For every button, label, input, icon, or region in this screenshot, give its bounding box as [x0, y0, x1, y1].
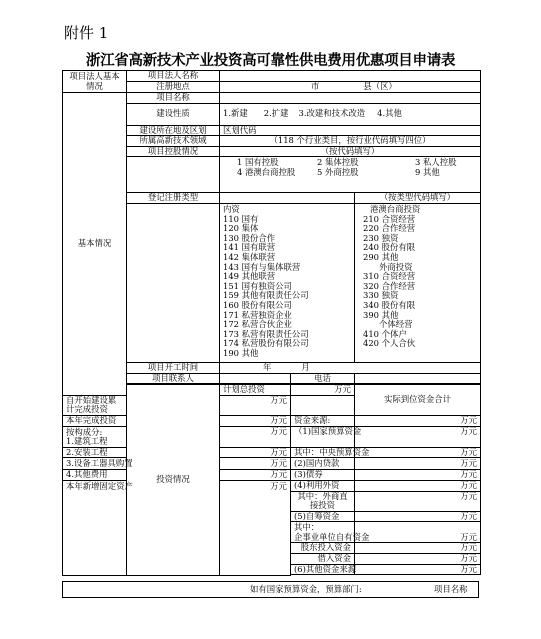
total-plan-label: 计划总投资 — [220, 385, 291, 396]
reg-blank — [220, 193, 355, 204]
composition-label: 按构成分: — [66, 426, 103, 437]
application-form-table — [62, 70, 481, 576]
row-install — [63, 447, 481, 458]
state-budget-label: （1)国家预算资金 — [291, 426, 355, 447]
row-fixed-asset — [63, 480, 481, 491]
state-budget-unit[interactable]: 万元 — [355, 426, 481, 447]
other-source-unit[interactable]: 万元 — [355, 564, 481, 575]
reg-type-item: 151 国有独资公司 — [223, 280, 292, 291]
reg-type-item: 210 合资经营 — [363, 213, 416, 224]
contact-field[interactable] — [220, 373, 291, 384]
install-label: 2.安装工程 — [63, 447, 127, 458]
bonds-unit[interactable]: 万元 — [355, 470, 481, 481]
footer-right-border — [478, 581, 479, 597]
self-raise-unit[interactable]: 万元 — [355, 511, 481, 522]
hkmt-title: 港澳台商投资 — [370, 203, 421, 214]
nature-option-new[interactable]: 1.新建 — [223, 108, 248, 119]
footer-left-border — [62, 581, 63, 597]
other-source-label: (6)其他资金来源 — [291, 564, 355, 575]
reg-type-item: 141 国有联营 — [223, 242, 276, 253]
reg-type-item: 173 私营有限责任公司 — [223, 328, 309, 339]
phone-label: 电话 — [291, 373, 355, 384]
reg-type-item: 240 股份有限 — [363, 242, 416, 253]
holding-other[interactable]: 9 其他 — [415, 166, 440, 177]
total-plan-unit[interactable]: 万元 — [291, 385, 355, 396]
nature-option-other[interactable]: 4.其他 — [377, 108, 402, 119]
fund-source-label: 资金来源: — [291, 415, 355, 426]
row-legal-name — [63, 71, 481, 82]
year-done-label: 本年完成投资 — [63, 415, 127, 426]
holding-state[interactable]: 1 国有控股 — [237, 157, 279, 168]
among-label: 其中： — [294, 522, 320, 533]
enterprise-own-unit[interactable]: 万元 — [355, 522, 481, 543]
borrowed-unit[interactable]: 万元 — [355, 554, 481, 565]
reg-type-item: 330 独资 — [363, 290, 399, 301]
footer-budget-dept-label: 如有国家预算资金，预算部门: — [250, 584, 362, 594]
location-code-field[interactable]: 区划代码 — [220, 125, 481, 136]
foreign-use-unit[interactable]: 万元 — [355, 480, 481, 491]
row-project-name — [63, 93, 481, 104]
section-investment: 投资情况 — [127, 385, 220, 576]
build-unit[interactable]: 万元 — [220, 426, 291, 447]
holding-label: 项目控股情况 — [127, 146, 220, 157]
holding-private[interactable]: 3 私人控股 — [415, 157, 457, 168]
nature-options[interactable] — [220, 103, 481, 125]
row-year-done — [63, 415, 481, 426]
footer-note-row — [62, 581, 478, 594]
field-label: 所属高新技术领域 — [127, 136, 220, 147]
holding-hkmt[interactable]: 4 港澳台商控股 — [237, 166, 296, 177]
legal-name-label: 项目法人名称 — [127, 71, 220, 82]
foreign-title: 外商投资 — [379, 261, 413, 272]
holding-foreign[interactable]: 5 外商控股 — [317, 166, 359, 177]
row-composition — [63, 426, 481, 447]
county-label: 县（区） — [363, 81, 397, 92]
legal-name-field[interactable] — [220, 71, 481, 82]
domestic-list — [220, 203, 355, 362]
reg-type-item: 149 其他联营 — [223, 271, 276, 282]
domestic-loan-label: (2)国内贷款 — [291, 458, 355, 470]
annex-label: 附件 1 — [64, 24, 109, 42]
reg-note: （按类型代码填写） — [355, 193, 481, 204]
contact-label: 项目联系人 — [127, 373, 220, 384]
holding-blank — [127, 157, 220, 193]
legal-address-field[interactable] — [220, 82, 481, 93]
enterprise-own-cell — [291, 522, 370, 543]
start-year-label: 年 — [263, 361, 272, 372]
domestic-loan-unit[interactable]: 万元 — [355, 458, 481, 470]
reg-type-item: 172 私营合伙企业 — [223, 319, 292, 330]
location-label: 建设所在地及区划 — [127, 125, 220, 136]
form-title: 浙江省高新技术产业投资高可靠性供电费用优惠项目申请表 — [85, 52, 456, 69]
reg-type-item: 410 个体户 — [363, 328, 407, 339]
section-basic-info: 基本情况 — [63, 93, 127, 396]
legal-address-label: 注册地点 — [127, 82, 220, 93]
borrowed-label: 借入资金 — [291, 554, 355, 565]
reg-type-item: 420 个人合伙 — [363, 338, 416, 349]
reg-type-item: 160 股份有限公司 — [223, 299, 292, 310]
domestic-title: 内资 — [223, 203, 240, 214]
nature-option-expand[interactable]: 2.扩建 — [263, 108, 289, 119]
reg-type-item: 230 独资 — [363, 232, 399, 243]
central-budget-label: 其中：中央预算资金 — [291, 447, 355, 458]
reg-type-item: 320 合作经营 — [363, 280, 416, 291]
composition-cell — [63, 426, 127, 447]
reg-type-item: 110 国有 — [223, 213, 259, 224]
holding-options[interactable] — [220, 157, 481, 193]
reg-type-item: 174 私营股份有限公司 — [223, 338, 309, 349]
reg-type-item: 159 其他有限责任公司 — [223, 290, 309, 301]
equipment-unit[interactable]: 万元 — [220, 458, 291, 470]
install-unit[interactable]: 万元 — [220, 447, 291, 458]
central-budget-unit[interactable]: 万元 — [355, 447, 481, 458]
start-month-label: 月 — [301, 361, 310, 372]
city-label: 市 — [311, 81, 320, 92]
build-label: 1.建筑工程 — [66, 436, 108, 447]
section-legal-basic: 项目法人基本情况 — [63, 71, 127, 93]
foreign-direct-unit[interactable]: 万元 — [355, 491, 481, 511]
reg-type-item: 120 集体 — [223, 223, 259, 234]
reg-type-item: 340 股份有限 — [363, 299, 416, 310]
field-note[interactable]: （118 个行业类目，按行业代码填写四位） — [220, 136, 481, 147]
footer-project-name-label: 项目名称 — [434, 584, 468, 594]
holding-collective[interactable]: 2 集体控股 — [317, 157, 359, 168]
start-date-label: 项目开工时间 — [127, 362, 220, 373]
self-raised-label: 自开始建设累计完成投资 — [63, 395, 127, 415]
fixed-asset-unit[interactable]: 万元 — [220, 480, 291, 575]
equipment-label: 3.设备工器具购置 — [63, 458, 127, 470]
project-name-label: 项目名称 — [127, 93, 220, 104]
bonds-label: (3)债券 — [291, 470, 355, 481]
self-raise-label: (5)自筹资金 — [291, 511, 355, 522]
holding-note: （按代码填写） — [220, 146, 481, 157]
row-equipment — [63, 458, 481, 470]
other-fee-unit[interactable]: 万元 — [220, 470, 291, 481]
reg-types-blank — [127, 203, 220, 362]
phone-field[interactable] — [355, 373, 481, 384]
reg-label: 登记注册类型 — [127, 193, 220, 204]
foreign-use-label: (4)利用外资 — [291, 480, 355, 491]
reg-type-item: 310 合资经营 — [363, 271, 416, 282]
share-invest-label: 股东投入资金 — [291, 543, 355, 554]
year-done-unit[interactable]: 万元 — [220, 415, 291, 426]
individual-title: 个体经营 — [379, 319, 413, 330]
other-fee-label: 4.其他费用 — [63, 470, 127, 481]
reg-type-item: 130 股份合作 — [223, 232, 276, 243]
reg-type-item: 171 私营独资企业 — [223, 309, 292, 320]
reg-type-item: 143 国有与集体联营 — [223, 261, 301, 272]
enterprise-own-label: 企事业单位自有资金 — [294, 531, 370, 542]
nature-option-renovate[interactable]: 3.改建和技术改造 — [298, 108, 366, 119]
reg-type-item: 190 其他 — [223, 347, 259, 358]
footer-bottom-border — [62, 597, 479, 598]
non-domestic-list — [355, 203, 481, 362]
fixed-asset-label: 本年新增固定资产 — [63, 480, 127, 575]
foreign-direct-label: 其中：外商直接投资 — [291, 491, 355, 511]
nature-label: 建设性质 — [127, 103, 220, 125]
reg-type-item: 142 集体联营 — [223, 251, 276, 262]
row-other-fee — [63, 470, 481, 481]
project-name-field[interactable] — [220, 93, 481, 104]
reg-type-item: 220 合作经营 — [363, 223, 416, 234]
self-raised-unit[interactable]: 万元 — [220, 395, 291, 415]
start-date-field[interactable] — [220, 362, 481, 373]
reg-type-item: 290 其他 — [363, 251, 399, 262]
share-invest-unit[interactable]: 万元 — [355, 543, 481, 554]
reg-type-item: 390 其他 — [363, 309, 399, 320]
fund-source-unit[interactable]: 万元 — [355, 415, 481, 426]
actual-total-label: 实际到位资金合计 — [355, 385, 481, 416]
